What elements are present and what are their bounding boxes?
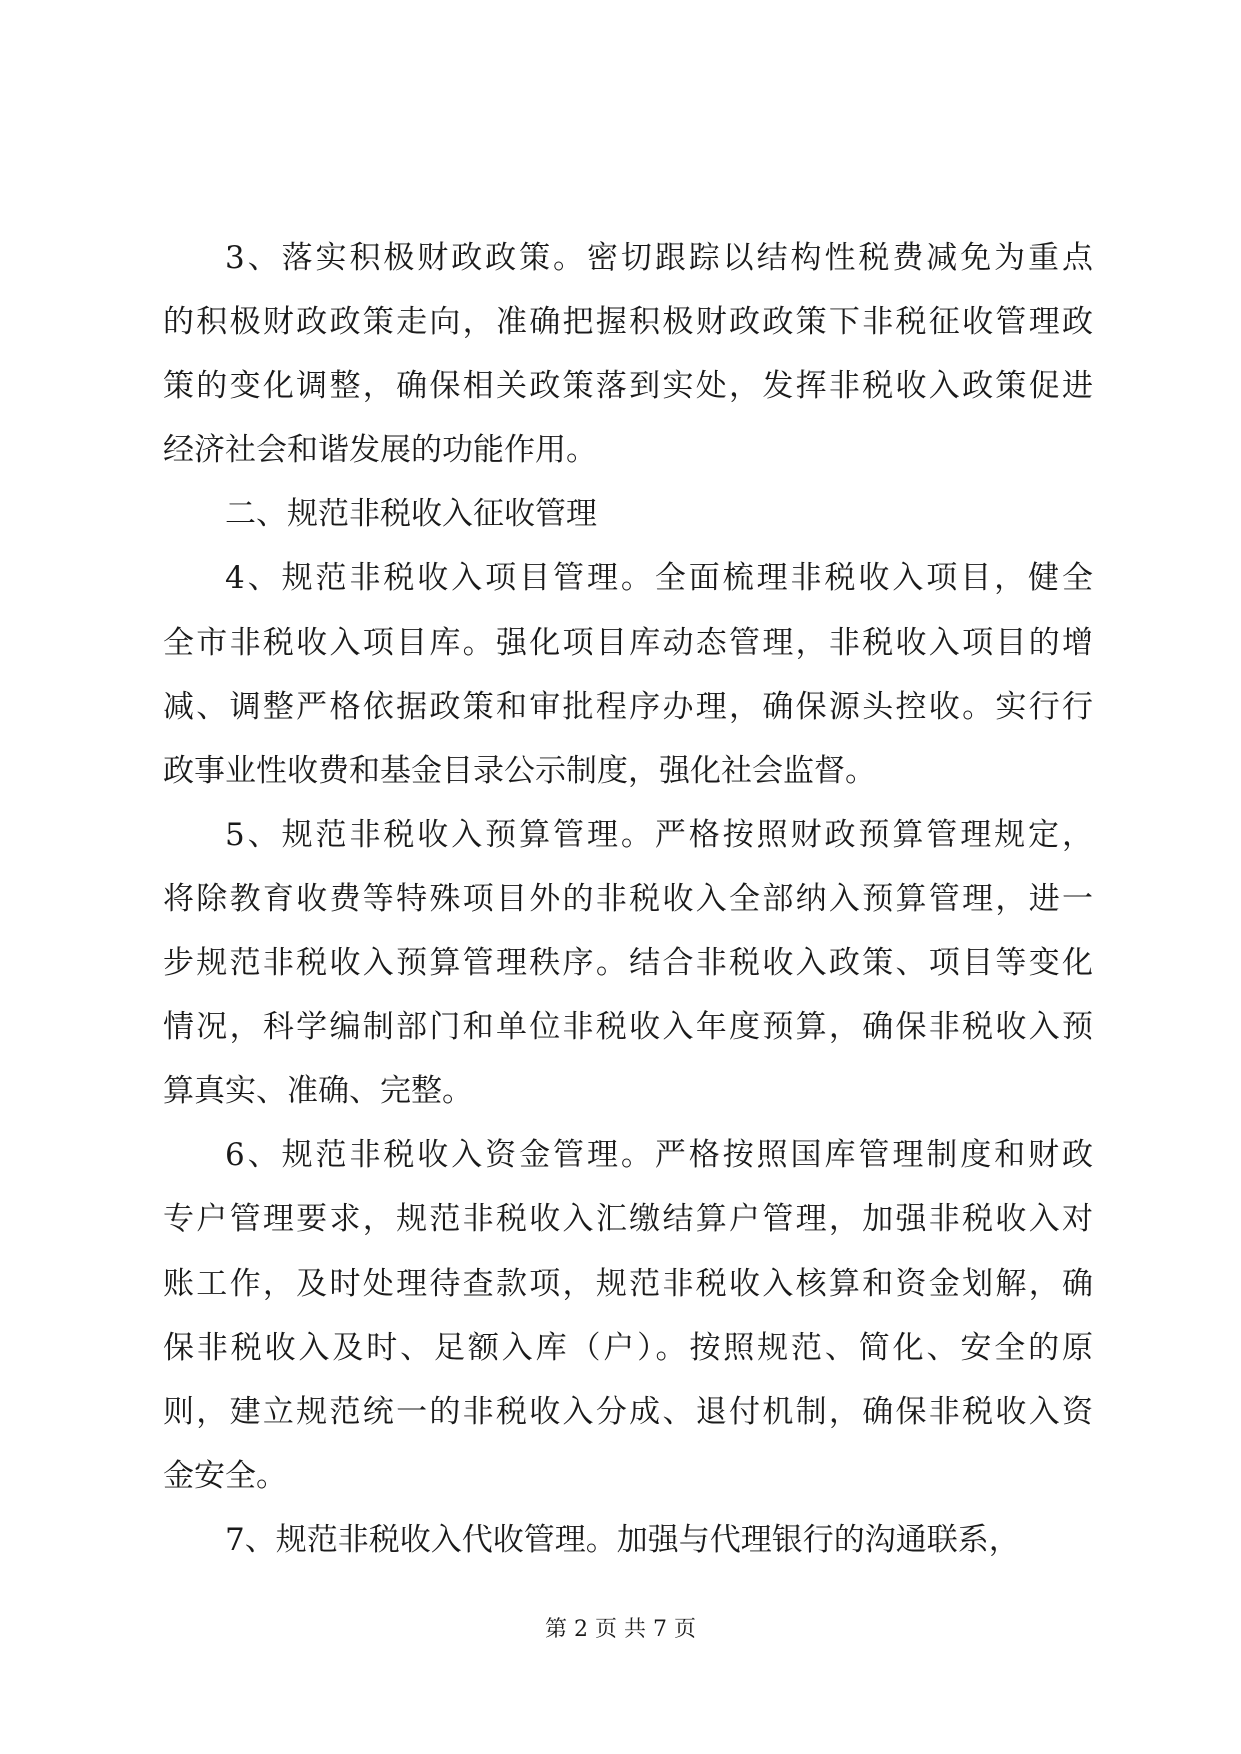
paragraph-3-line-4: 经济社会和谐发展的功能作用。 (163, 432, 597, 469)
section-heading: 二、规范非税收入征收管理 (225, 496, 597, 533)
paragraph-5-line-3: 步规范非税收入预算管理秩序。结合非税收入政策、项目等变化 (163, 945, 1093, 982)
paragraph-6-line-6: 金安全。 (163, 1457, 287, 1494)
paragraph-6-line-4: 保非税收入及时、足额入库（户）。按照规范、简化、安全的原 (163, 1329, 1093, 1366)
page-number-footer: 第 2 页 共 7 页 (545, 1617, 696, 1642)
paragraph-7-line-1: 7、规范非税收入代收管理。加强与代理银行的沟通联系， (225, 1521, 1020, 1558)
paragraph-5-line-2: 将除教育收费等特殊项目外的非税收入全部纳入预算管理，进一 (163, 880, 1093, 917)
paragraph-3-line-2: 的积极财政政策走向，准确把握积极财政政策下非税征收管理政 (163, 304, 1093, 341)
paragraph-6-line-1: 6、规范非税收入资金管理。严格按照国库管理制度和财政 (225, 1137, 1093, 1174)
paragraph-6-line-5: 则，建立规范统一的非税收入分成、退付机制，确保非税收入资 (163, 1393, 1093, 1430)
paragraph-4-line-4: 政事业性收费和基金目录公示制度，强化社会监督。 (163, 752, 876, 789)
paragraph-3-line-1: 3、落实积极财政政策。密切跟踪以结构性税费减免为重点 (225, 240, 1093, 276)
paragraph-6-line-3: 账工作，及时处理待查款项，规范非税收入核算和资金划解，确 (163, 1265, 1093, 1302)
paragraph-6-line-2: 专户管理要求，规范非税收入汇缴结算户管理，加强非税收入对 (163, 1201, 1093, 1238)
paragraph-5-line-1: 5、规范非税收入预算管理。严格按照财政预算管理规定， (225, 816, 1093, 853)
paragraph-4-line-1: 4、规范非税收入项目管理。全面梳理非税收入项目，健全 (225, 560, 1093, 597)
paragraph-4-line-3: 减、调整严格依据政策和审批程序办理，确保源头控收。实行行 (163, 688, 1093, 725)
paragraph-5-line-4: 情况，科学编制部门和单位非税收入年度预算，确保非税收入预 (163, 1009, 1093, 1046)
paragraph-5-line-5: 算真实、准确、完整。 (163, 1073, 473, 1110)
paragraph-4-line-2: 全市非税收入项目库。强化项目库动态管理，非税收入项目的增 (163, 624, 1093, 661)
paragraph-3-line-3: 策的变化调整，确保相关政策落到实处，发挥非税收入政策促进 (163, 368, 1093, 405)
document-body (163, 226, 1093, 1572)
